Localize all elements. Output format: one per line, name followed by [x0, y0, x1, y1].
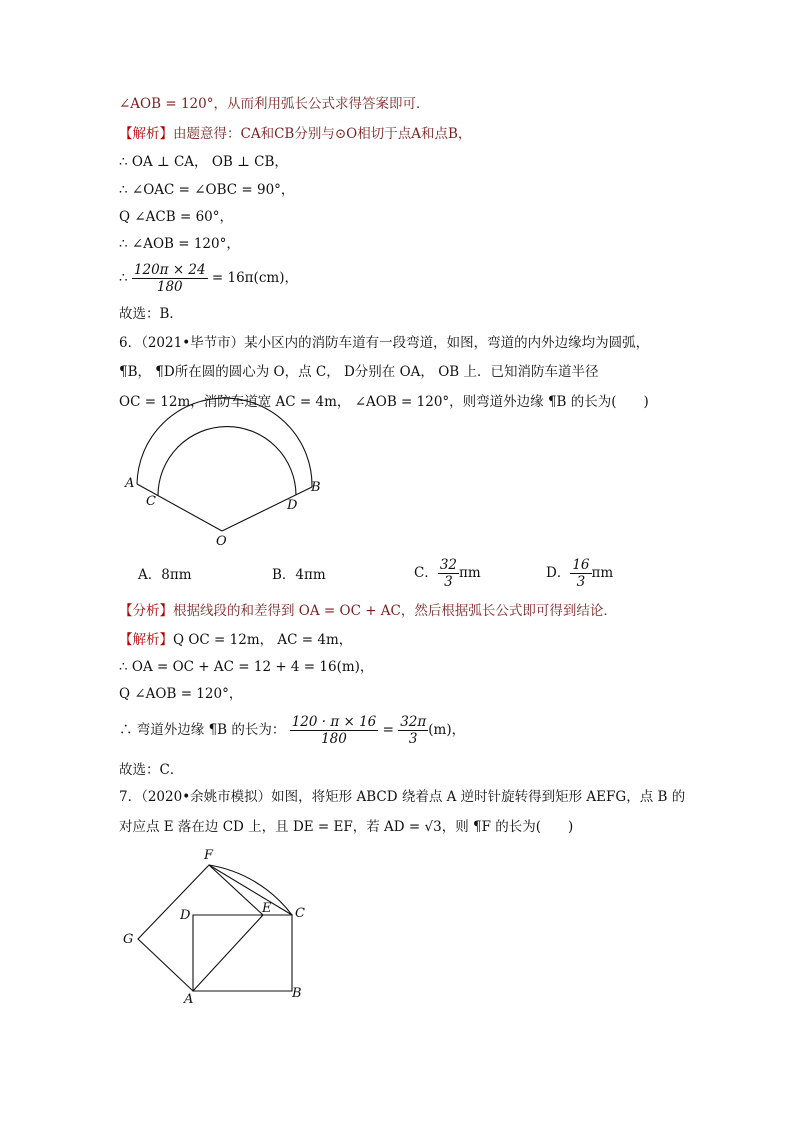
q5-intro: ∠AOB = 120°，从而利用弧长公式求得答案即可． — [119, 96, 430, 112]
q5-fraction: $\frac{120\pi \times 24}{180}$ — [133, 262, 206, 295]
q5-step1: ∴ OA ⊥ CA， OB ⊥ CB， — [119, 154, 288, 170]
q6-fenxi: 【分析】根据线段的和差得到 OA = OC + AC，然后根据弧长公式即可得到结论． — [119, 603, 617, 619]
label-O: O — [216, 534, 227, 549]
segment-OB — [222, 487, 312, 531]
q5-step5: ∴ $\frac{120\pi \times 24}{180}$ = 16π(cm)， — [119, 262, 298, 295]
q6-jiexi: 【解析】Q OC = 12m， AC = 4m， — [119, 632, 353, 648]
label-C: C — [295, 906, 305, 921]
q6-step3: ∴ 弯道外边缘 ¶B 的长为： $\frac{120 \cdot \pi \times 16}{180}$ = $\frac{32\pi}{3}$ (m)， — [119, 714, 466, 747]
label-E: E — [262, 901, 272, 916]
q5-step2: ∴ ∠OAC = ∠OBC = 90°， — [119, 182, 295, 198]
label-B: B — [292, 986, 302, 1001]
label-B: B — [311, 480, 321, 495]
q5-step4: ∴ ∠AOB = 120°， — [119, 236, 240, 252]
label-G: G — [123, 932, 134, 947]
q6-choice-c[interactable]: C． $\frac{32}{3}$ πm — [414, 557, 481, 590]
segment-FC — [209, 865, 292, 915]
q6-answer: 故选：C． — [119, 762, 184, 778]
q5-answer: 故选：B． — [119, 306, 183, 322]
q6-stem-line2: ¶B， ¶D所在圆的圆心为 O，点 C， D分别在 OA， OB 上．已知消防车道半径 — [119, 364, 599, 380]
q7-stem-line2: 对应点 E 落在边 CD 上，且 DE = EF，若 AD = √3，则 ¶F 的长为( ) — [119, 819, 574, 835]
q7-stem-line1: 7．（2020•余姚市模拟）如图，将矩形 ABCD 绕着点 A 逆时针旋转得到矩形 AEFG，点 B 的 — [119, 789, 686, 805]
q6-stem-line3: OC = 12m，消防车道宽 AC = 4m， ∠AOB = 120°，则弯道外边缘 ¶B 的长为( ) — [119, 394, 649, 410]
rectangle-ABCD — [193, 915, 292, 991]
label-A: A — [184, 992, 194, 1007]
q6-step1: ∴ OA = OC + AC = 12 + 4 = 16(m)， — [119, 659, 374, 675]
q6-choice-d[interactable]: D． $\frac{16}{3}$ πm — [546, 557, 614, 590]
q7-figure — [118, 845, 318, 1005]
inner-arc — [158, 427, 296, 496]
label-D: D — [180, 908, 191, 923]
q6-step2: Q ∠AOB = 120°， — [119, 686, 243, 702]
q6-choice-b[interactable]: B．4πm — [272, 567, 326, 583]
q6-stem-line1: 6．（2021•毕节市）某小区内的消防车道有一段弯道，如图，弯道的内外边缘均为圆弧， — [119, 335, 650, 351]
label-A: A — [125, 476, 135, 491]
label-D: D — [287, 498, 298, 513]
label-C: C — [146, 494, 156, 509]
q5-step3: Q ∠ACB = 60°， — [119, 209, 233, 225]
jiexi-tag: 【解析】 — [119, 126, 173, 142]
label-F: F — [204, 848, 214, 863]
q5-jiexi: 【解析】由题意得：CA和CB分别与⊙O相切于点A和点B， — [119, 126, 472, 142]
q6-figure — [115, 425, 335, 553]
q6-choice-a[interactable]: A．8πm — [138, 567, 192, 583]
rectangle-AEFG — [138, 865, 263, 991]
